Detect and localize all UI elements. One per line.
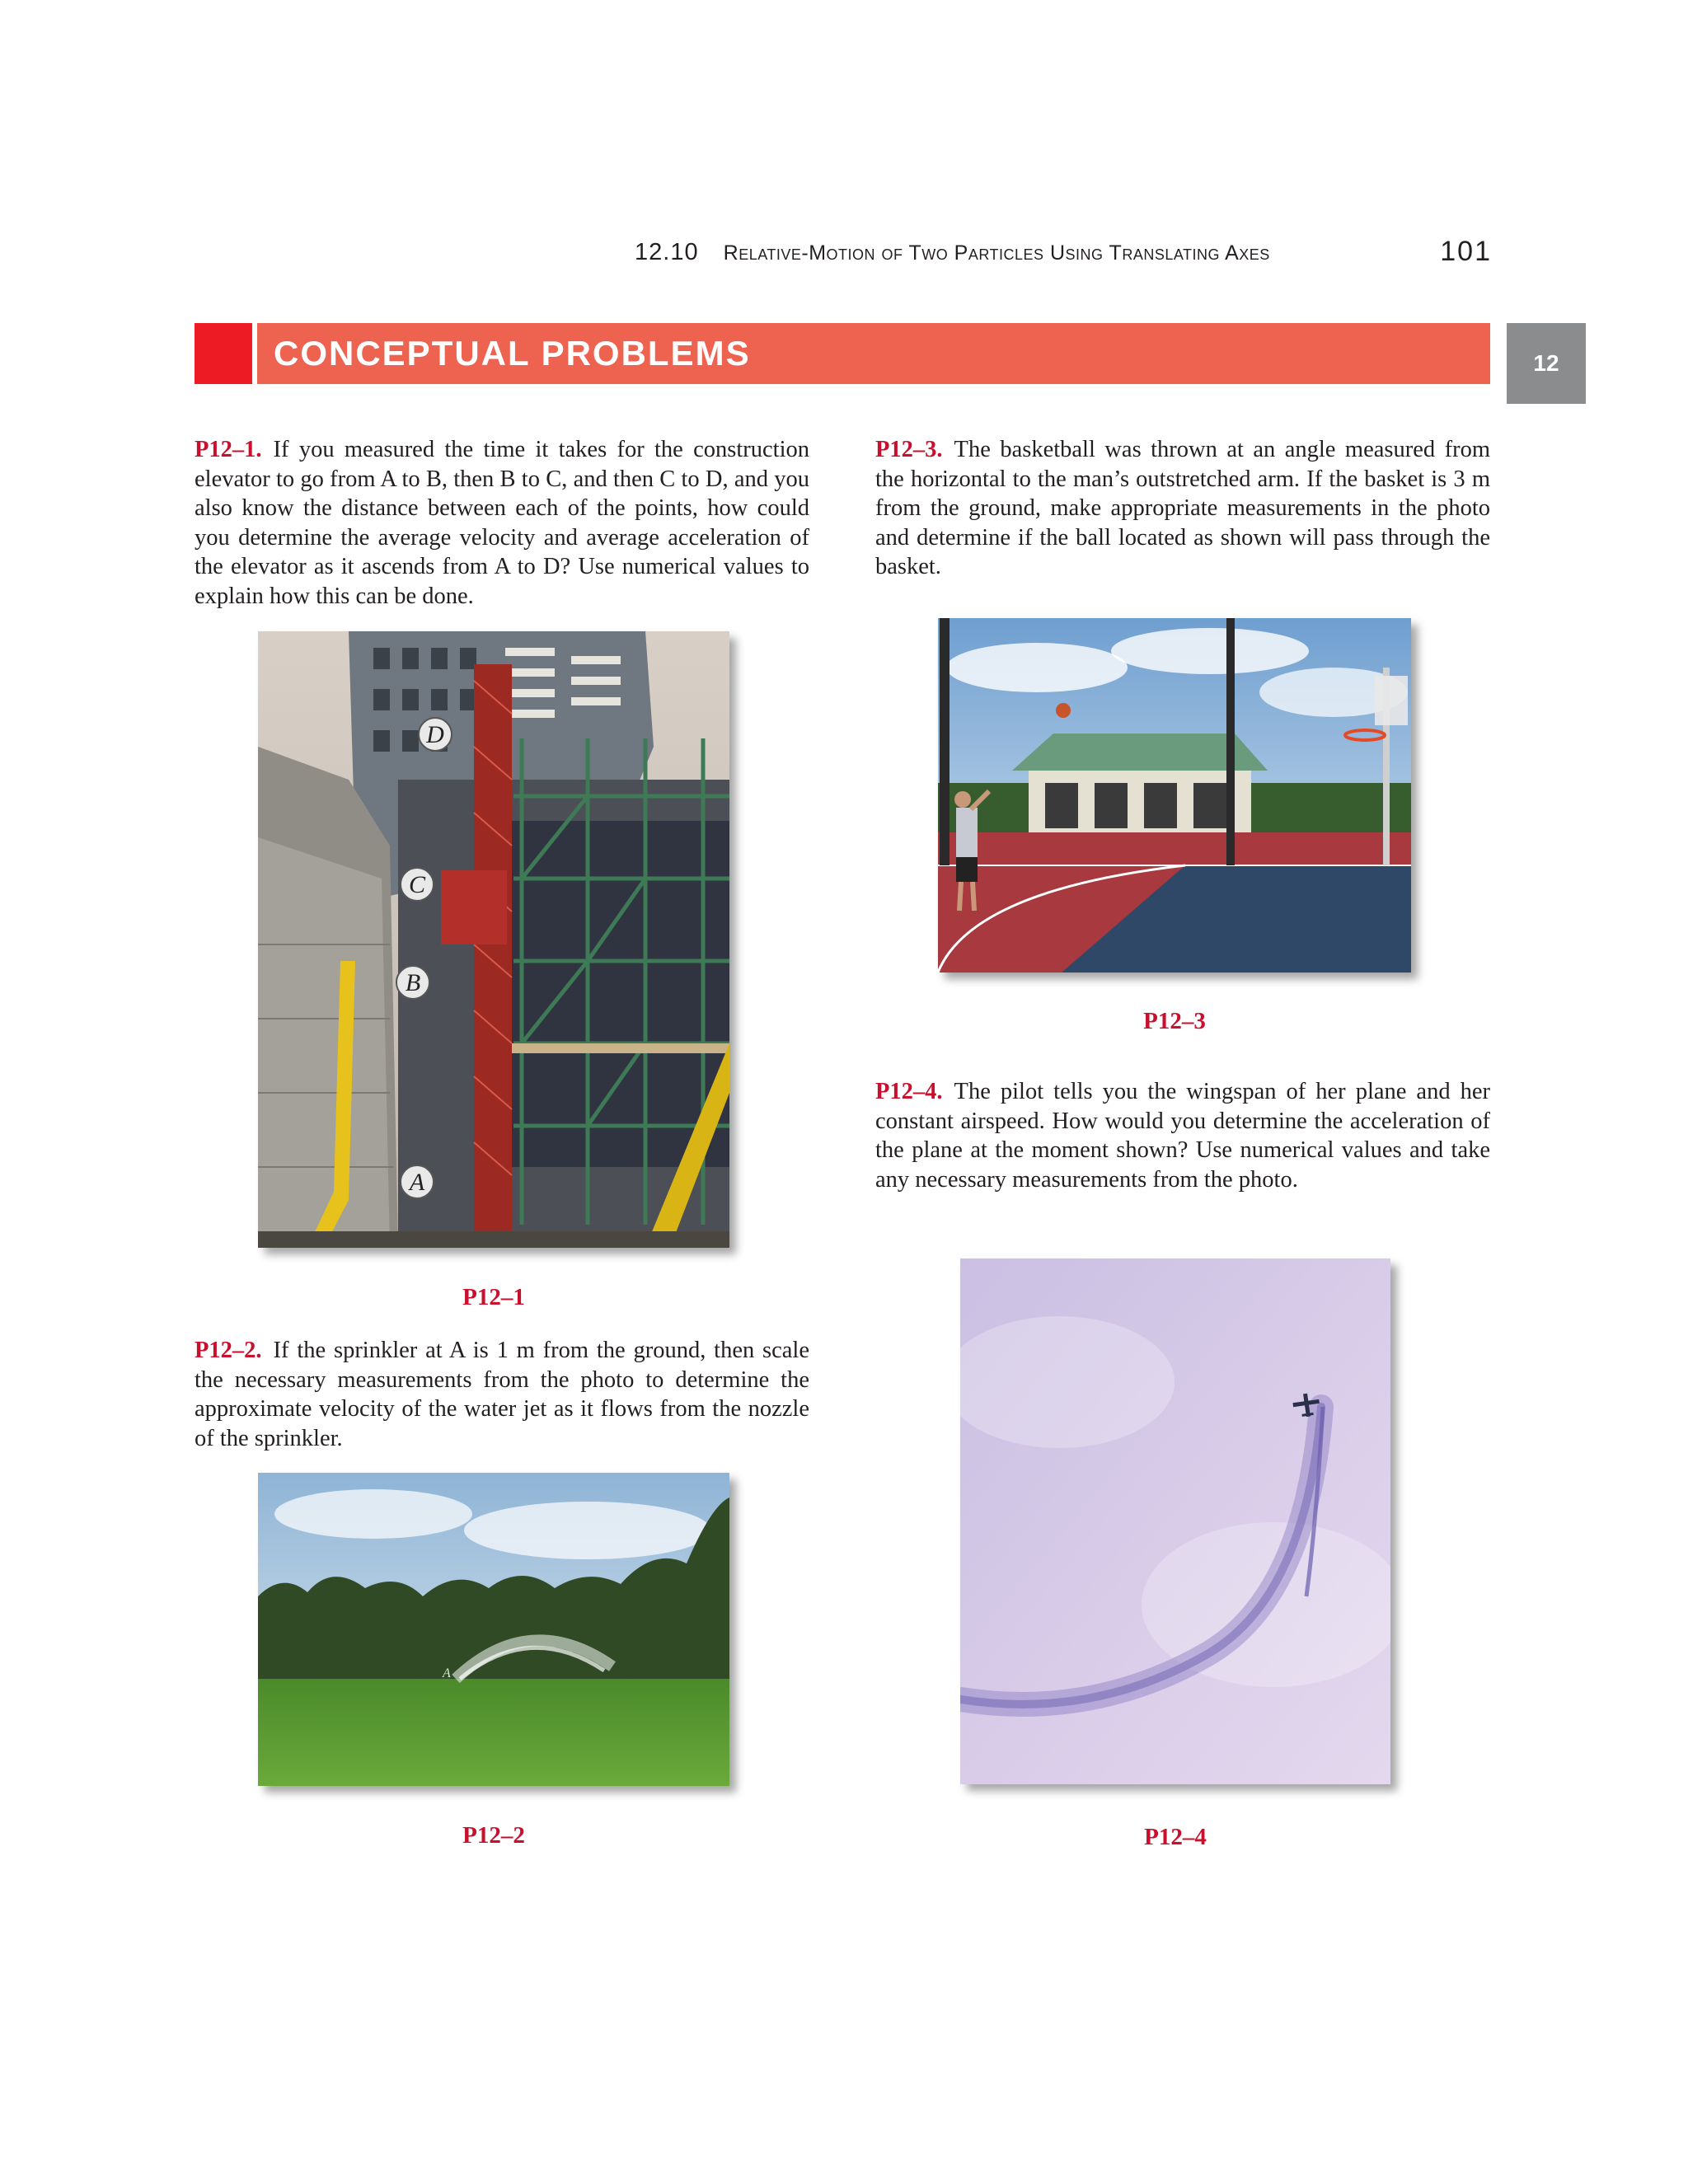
- photo-basketball: [938, 618, 1411, 972]
- page-number: 101: [1440, 236, 1492, 267]
- figure-marker-a: A: [443, 1666, 451, 1680]
- section-number: 12.10: [635, 239, 699, 265]
- figure-marker-c: C: [408, 871, 426, 898]
- figure-caption-p12-1: P12–1: [462, 1284, 525, 1310]
- banner-accent-block: [195, 323, 257, 384]
- banner-title: CONCEPTUAL PROBLEMS: [274, 334, 751, 373]
- chapter-tab: 12: [1507, 323, 1586, 404]
- problem-text: If the sprinkler at A is 1 m from the ground, then scale the necessary measurements from the photo to determine the approximate velocity of the water jet as it flows from the nozzle of the sprinkler.: [195, 1338, 809, 1451]
- problem-p12-2: [195, 1336, 809, 1453]
- figure-caption-p12-4: P12–4: [1144, 1824, 1207, 1850]
- problem-label: P12–2.: [195, 1338, 262, 1363]
- photo-construction-elevator: [258, 631, 729, 1248]
- problem-text: If you measured the time it takes for the construction elevator to go from A to B, then B to C, and then C to D, and you also know the distance between each of the points, how could you determine the average velocity and average acceleration of the elevator as it ascends from A to D? Use numerical values to explain how this can be done.: [195, 437, 809, 609]
- problem-p12-1: [195, 435, 809, 611]
- problem-text: The pilot tells you the wingspan of her plane and her constant airspeed. How would you determine the acceleration of the plane at the moment shown? Use numerical values and take any necessary measurements from the photo.: [875, 1079, 1490, 1193]
- figure-marker-b: B: [405, 969, 421, 996]
- problem-text: The basketball was thrown at an angle measured from the horizontal to the man’s outstretched arm. If the basket is 3 m from the ground, make appropriate measurements in the photo and determine if the ball located as shown will pass through the basket.: [875, 437, 1490, 579]
- figure-marker-d: D: [426, 721, 444, 748]
- problem-label: P12–3.: [875, 437, 943, 462]
- figure-caption-p12-3: P12–3: [1143, 1008, 1206, 1034]
- problem-p12-3: [875, 435, 1490, 582]
- problem-label: P12–1.: [195, 437, 262, 462]
- photo-airplane: [960, 1258, 1390, 1784]
- figure-caption-p12-2: P12–2: [462, 1822, 525, 1849]
- running-head: [635, 236, 1492, 267]
- photo-sprinkler: [258, 1473, 729, 1786]
- section-banner: [195, 323, 1490, 384]
- section-title: Relative-Motion of Two Particles Using Translating Axes: [723, 241, 1270, 265]
- problem-p12-4: [875, 1077, 1490, 1194]
- problem-label: P12–4.: [875, 1079, 943, 1104]
- figure-marker-a: A: [409, 1169, 425, 1196]
